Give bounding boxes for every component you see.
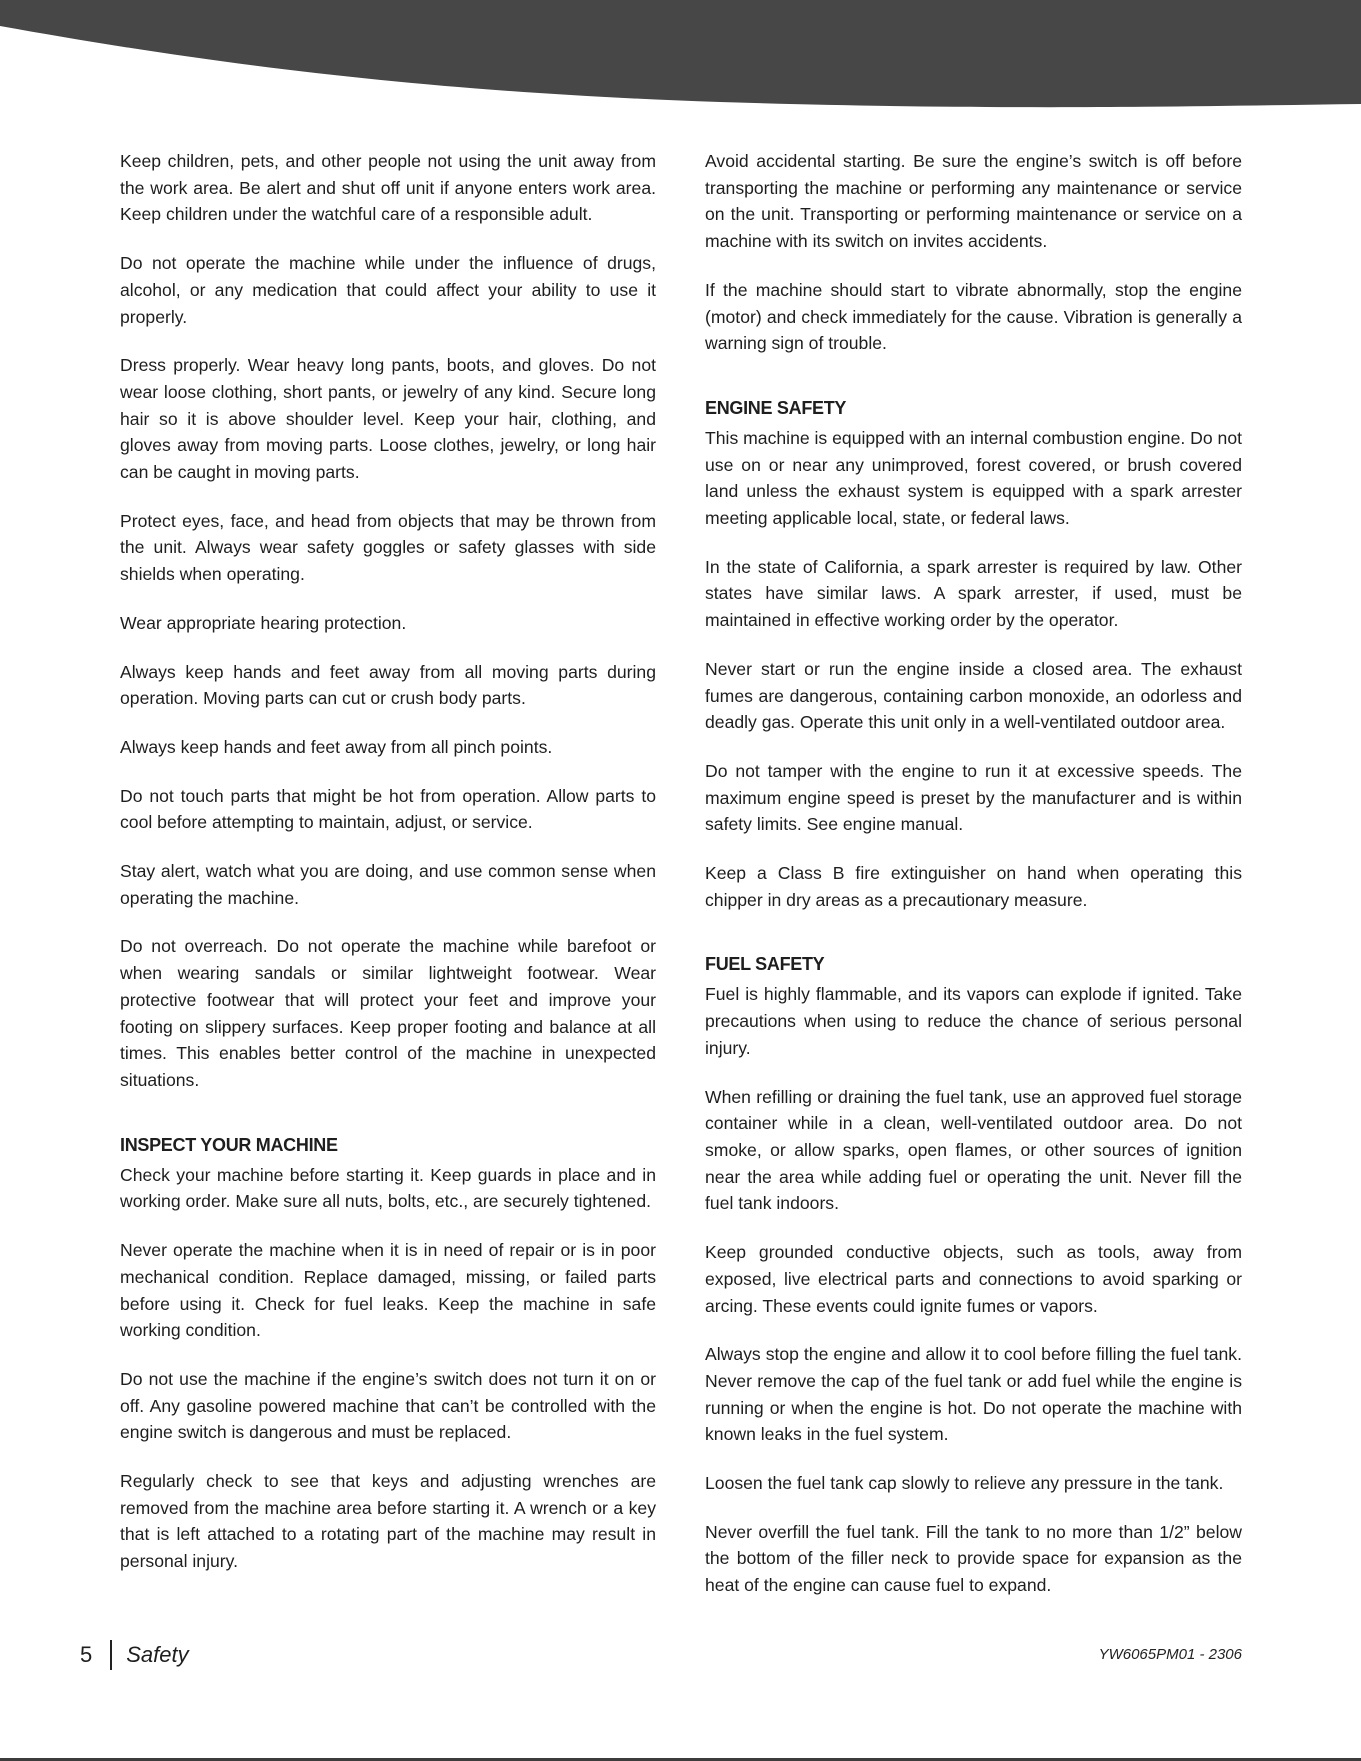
paragraph: Fuel is highly flammable, and its vapors can explode if ignited. Take precautions when using to reduce the chance of serious personal injury. [705, 984, 1242, 1058]
section-name: Safety [126, 1642, 189, 1667]
page-number: 5 [80, 1642, 93, 1667]
paragraph: Stay alert, watch what you are doing, and use common sense when operating the machine. [120, 861, 656, 908]
section-heading: ENGINE SAFETY [705, 397, 847, 418]
section-heading: FUEL SAFETY [705, 954, 825, 975]
paragraph: Avoid accidental starting. Be sure the engine’s switch is off before transporting the machine or performing any maintenance or service on the unit. Transporting or performing maintenance or service on a machine with its switch on invites accidents. [705, 151, 1242, 252]
paragraph: Do not use the machine if the engine’s switch does not turn it on or off. Any gasoline powered machine that can’t be controlled with the engine switch is dangerous and must be replaced. [120, 1368, 656, 1443]
paragraph: Regularly check to see that keys and adjusting wrenches are removed from the machine area before starting it. A wrench or a key that is left attached to a rotating part of the machine may result in personal injury. [120, 1471, 656, 1572]
paragraph: In the state of California, a spark arrester is required by law. Other states have similar laws. A spark arrester, if used, must be maintained in effective working order by the operator. [705, 556, 1242, 631]
paragraph: When refilling or draining the fuel tank, use an approved fuel storage container while in a clean, well-ventilated outdoor area. Do not smoke, or allow sparks, open flames, or other sources of ignition near the area while adding fuel or operating the unit. Never fill the fuel tank indoors. [705, 1086, 1242, 1214]
paragraph: Keep grounded conductive objects, such as tools, away from exposed, live electrical parts and connections to avoid sparking or arcing. These events could ignite fumes or vapors. [705, 1242, 1242, 1316]
paragraph: Always keep hands and feet away from all moving parts during operation. Moving parts can cut or crush body parts. [120, 661, 656, 709]
paragraph: Check your machine before starting it. Keep guards in place and in working order. Make sure all nuts, bolts, etc., are securely tightened. [120, 1164, 656, 1212]
paragraph: Loosen the fuel tank cap slowly to relieve any pressure in the tank. [705, 1473, 1224, 1494]
paragraph: If the machine should start to vibrate abnormally, stop the engine (motor) and check immediately for the cause. Vibration is generally a warning sign of trouble. [705, 279, 1242, 354]
footer-divider [110, 1640, 112, 1670]
header-band [0, 0, 1361, 150]
paragraph: Wear appropriate hearing protection. [120, 612, 407, 633]
paragraph: Always keep hands and feet away from all pinch points. [120, 736, 553, 757]
document-code: YW6065PM01 - 2306 [1098, 1646, 1242, 1663]
paragraph: Do not operate the machine while under the influence of drugs, alcohol, or any medication that could affect your ability to use it properly. [120, 253, 656, 327]
paragraph: Never start or run the engine inside a closed area. The exhaust fumes are dangerous, containing carbon monoxide, an odorless and deadly gas. Operate this unit only in a well-ventilated outdoor area. [705, 658, 1242, 733]
paragraph: Do not touch parts that might be hot from operation. Allow parts to cool before attempting to maintain, adjust, or service. [120, 785, 656, 833]
paragraph: Never operate the machine when it is in need of repair or is in poor mechanical condition. Replace damaged, missing, or failed parts before using it. Check for fuel leaks. Keep the machine in safe working condition. [120, 1240, 656, 1341]
left-column [120, 148, 656, 1597]
paragraph: Do not tamper with the engine to run it at excessive speeds. The maximum engine speed is preset by the manufacturer and is within safety limits. See engine manual. [705, 760, 1242, 835]
paragraph: Protect eyes, face, and head from objects that may be thrown from the unit. Always wear safety goggles or safety glasses with side shields when operating. [120, 510, 656, 585]
paragraph: Keep a Class B fire extinguisher on hand when operating this chipper in dry areas as a precautionary measure. [705, 863, 1242, 910]
paragraph: Keep children, pets, and other people not using the unit away from the work area. Be alert and shut off unit if anyone enters work area. Keep children under the watchful care of a responsible adult. [120, 151, 656, 225]
page-footer [80, 1638, 189, 1672]
right-column [705, 148, 1242, 1621]
paragraph: This machine is equipped with an internal combustion engine. Do not use on or near any unimproved, forest covered, or brush covered land unless the exhaust system is equipped with a spark arrester meeting applicable local, state, or federal laws. [705, 427, 1242, 529]
paragraph: Always stop the engine and allow it to cool before filling the fuel tank. Never remove the cap of the fuel tank or add fuel while the engine is running or when the engine is hot. Do not operate the machine with known leaks in the fuel system. [705, 1344, 1242, 1445]
paragraph: Never overfill the fuel tank. Fill the tank to no more than 1/2” below the bottom of the filler neck to provide space for expansion as the heat of the engine can cause fuel to expand. [705, 1521, 1242, 1596]
section-heading: INSPECT YOUR MACHINE [120, 1134, 338, 1155]
paragraph: Do not overreach. Do not operate the machine while barefoot or when wearing sandals or similar lightweight footwear. Wear protective footwear that will protect your feet and improve your footing on slippery surfaces. Keep proper footing and balance at all times. This enables better control of the machine in unexpected situations. [120, 936, 656, 1090]
paragraph: Dress properly. Wear heavy long pants, boots, and gloves. Do not wear loose clothing, short pants, or jewelry of any kind. Secure long hair so it is above shoulder level. Keep your hair, clothing, and gloves away from moving parts. Loose clothes, jewelry, or long hair can be caught in moving parts. [120, 355, 656, 483]
